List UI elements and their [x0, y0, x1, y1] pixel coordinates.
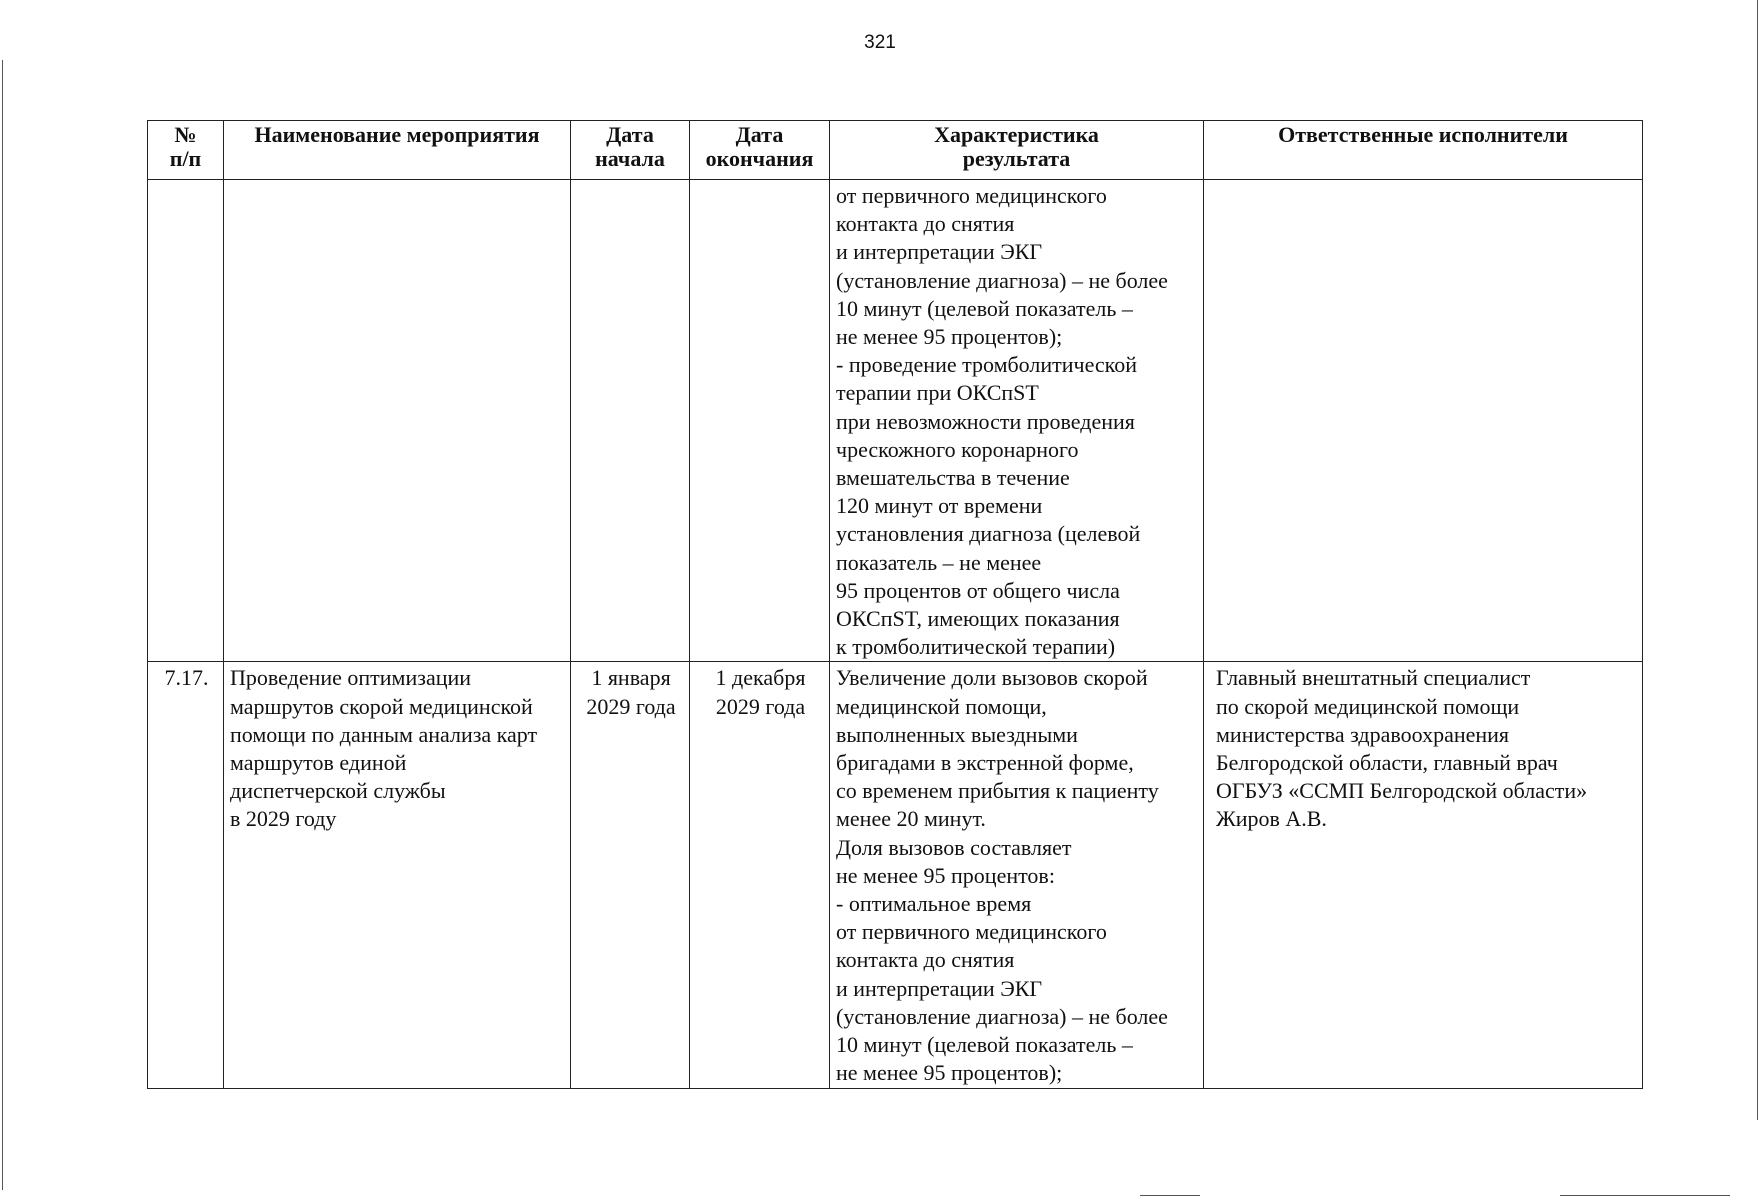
- header-activity-name: Наименование мероприятия: [224, 121, 571, 180]
- cell-end-date: 1 декабря 2029 года: [690, 662, 830, 1088]
- cell-result: от первичного медицинского контакта до снятия и интерпретации ЭКГ (установление диагноза) – не более 10 минут (целевой показатель – не менее 95 процентов); - проведение тромболитической терапии при ОКСпST при невозможности проведения чрескожного коронарного вмешательства в течение 120 минут от времени установления диагноза (целевой показатель – не менее 95 процентов от общего числа ОКСпST, имеющих показания к тромболитической терапии): [830, 180, 1204, 662]
- cell-end-date: [690, 180, 830, 662]
- header-result: Характеристика результата: [830, 121, 1204, 180]
- bottom-scan-line-1: [1140, 1195, 1200, 1196]
- cell-responsible: Главный внештатный специалист по скорой медицинской помощи министерства здравоохранения Белгородской области, главный врач ОГБУЗ «ССМП Белгородской области» Жиров А.В.: [1204, 662, 1643, 1088]
- header-number: № п/п: [148, 121, 224, 180]
- header-start-date: Дата начала: [571, 121, 690, 180]
- header-responsible: Ответственные исполнители: [1204, 121, 1643, 180]
- right-page-edge: [1757, 0, 1758, 1120]
- bottom-scan-line-2: [1560, 1195, 1730, 1196]
- cell-start-date: 1 января 2029 года: [571, 662, 690, 1088]
- table-row: [148, 180, 1643, 662]
- cell-activity-name: Проведение оптимизации маршрутов скорой медицинской помощи по данным анализа карт маршрутов единой диспетчерской службы в 2029 году: [224, 662, 571, 1088]
- cell-responsible: [1204, 180, 1643, 662]
- activities-table: [147, 120, 1643, 1089]
- cell-activity-name: [224, 180, 571, 662]
- cell-number: 7.17.: [148, 662, 224, 1088]
- cell-result: Увеличение доли вызовов скорой медицинской помощи, выполненных выездными бригадами в экстренной форме, со временем прибытия к пациенту менее 20 минут. Доля вызовов составляет не менее 95 процентов: - оптимальное время от первичного медицинского контакта до снятия и интерпретации ЭКГ (установление диагноза) – не более 10 минут (целевой показатель – не менее 95 процентов);: [830, 662, 1204, 1088]
- cell-number: [148, 180, 224, 662]
- cell-start-date: [571, 180, 690, 662]
- page-number: 321: [864, 32, 896, 53]
- table-row: [148, 662, 1643, 1088]
- table-header-row: [148, 121, 1643, 180]
- left-page-edge: [2, 60, 3, 1190]
- header-end-date: Дата окончания: [690, 121, 830, 180]
